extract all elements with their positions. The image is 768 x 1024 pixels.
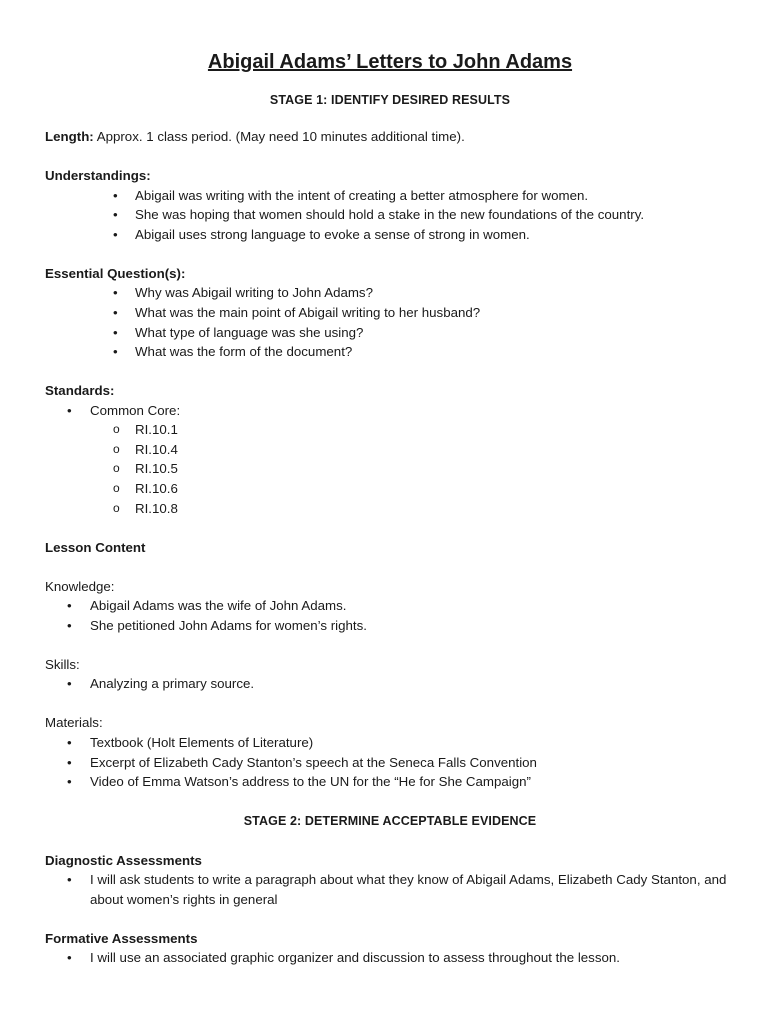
- list-item: • Why was Abigail writing to John Adams?: [45, 283, 735, 303]
- document-page: [45, 48, 735, 968]
- bullet-marker: •: [113, 207, 118, 223]
- bullet-marker: •: [113, 324, 118, 340]
- list-item: • She petitioned John Adams for women’s rights.: [45, 616, 735, 636]
- list-item: • What was the main point of Abigail writing to her husband?: [45, 303, 735, 323]
- materials-list: [45, 733, 735, 792]
- bullet-marker: •: [113, 226, 118, 242]
- list-item: • Excerpt of Elizabeth Cady Stanton’s speech at the Seneca Falls Convention: [45, 753, 735, 773]
- list-item: • What was the form of the document?: [45, 342, 735, 362]
- length-text: Approx. 1 class period. (May need 10 minutes additional time).: [93, 129, 465, 144]
- document-title: Abigail Adams’ Letters to John Adams: [207, 51, 573, 73]
- knowledge-list: [45, 596, 735, 635]
- standards-heading: Standards:: [45, 383, 115, 399]
- length-line: [45, 127, 735, 147]
- list-item: o RI.10.4: [45, 440, 735, 460]
- stage-2-heading: STAGE 2: DETERMINE ACCEPTABLE EVIDENCE: [243, 814, 537, 829]
- list-item: • Abigail uses strong language to evoke a sense of strong in women.: [45, 225, 735, 245]
- common-core-standards-list: [45, 420, 735, 518]
- diagnostic-assessments-list: [45, 870, 735, 909]
- bullet-marker: •: [67, 402, 72, 418]
- sub-bullet-marker: o: [113, 461, 120, 476]
- essential-questions-list: [45, 283, 735, 361]
- sub-bullet-marker: o: [113, 422, 120, 437]
- skills-list: [45, 674, 735, 694]
- standards-list: [45, 401, 735, 421]
- sub-bullet-marker: o: [113, 500, 120, 515]
- list-item: o RI.10.1: [45, 420, 735, 440]
- knowledge-heading: Knowledge:: [45, 578, 115, 594]
- list-item: o RI.10.5: [45, 459, 735, 479]
- bullet-marker: •: [67, 754, 72, 770]
- common-core-label: Common Core:: [90, 402, 181, 418]
- list-item: [45, 401, 735, 421]
- materials-heading: Materials:: [45, 715, 103, 731]
- list-item: • What type of language was she using?: [45, 323, 735, 343]
- bullet-marker: •: [67, 872, 72, 888]
- length-label: Length:: [45, 129, 94, 144]
- understandings-list: [45, 186, 735, 245]
- skills-heading: Skills:: [45, 656, 80, 672]
- list-item: • She was hoping that women should hold a stake in the new foundations of the country.: [45, 205, 735, 225]
- sub-bullet-marker: o: [113, 441, 120, 456]
- formative-assessments-heading: Formative Assessments: [45, 930, 198, 946]
- understandings-heading: Understandings:: [45, 167, 151, 183]
- bullet-marker: •: [67, 950, 72, 966]
- lesson-content-heading: Lesson Content: [45, 539, 146, 555]
- bullet-marker: •: [67, 774, 72, 790]
- list-item: • Textbook (Holt Elements of Literature): [45, 733, 735, 753]
- list-item: • Video of Emma Watson’s address to the UN for the “He for She Campaign”: [45, 772, 735, 792]
- list-item: • Abigail was writing with the intent of creating a better atmosphere for women.: [45, 186, 735, 206]
- bullet-marker: •: [67, 734, 72, 750]
- list-item: • I will use an associated graphic organizer and discussion to assess throughout the lesson.: [45, 948, 735, 968]
- diagnostic-assessments-heading: Diagnostic Assessments: [45, 852, 202, 868]
- bullet-marker: •: [67, 676, 72, 692]
- bullet-marker: •: [113, 344, 118, 360]
- essential-questions-heading: Essential Question(s):: [45, 265, 186, 281]
- bullet-marker: •: [113, 304, 118, 320]
- bullet-marker: •: [113, 187, 118, 203]
- bullet-marker: •: [67, 617, 72, 633]
- bullet-marker: •: [113, 285, 118, 301]
- bullet-marker: •: [67, 598, 72, 614]
- list-item: • Abigail Adams was the wife of John Adams.: [45, 596, 735, 616]
- list-item: o RI.10.8: [45, 499, 735, 519]
- list-item: o RI.10.6: [45, 479, 735, 499]
- stage-1-heading: STAGE 1: IDENTIFY DESIRED RESULTS: [269, 93, 511, 107]
- formative-assessments-list: [45, 948, 735, 968]
- list-item: • Analyzing a primary source.: [45, 674, 735, 694]
- list-item: • I will ask students to write a paragraph about what they know of Abigail Adams, Elizabeth Cady Stanton, and about women’s rights in general: [67, 872, 727, 907]
- sub-bullet-marker: o: [113, 481, 120, 496]
